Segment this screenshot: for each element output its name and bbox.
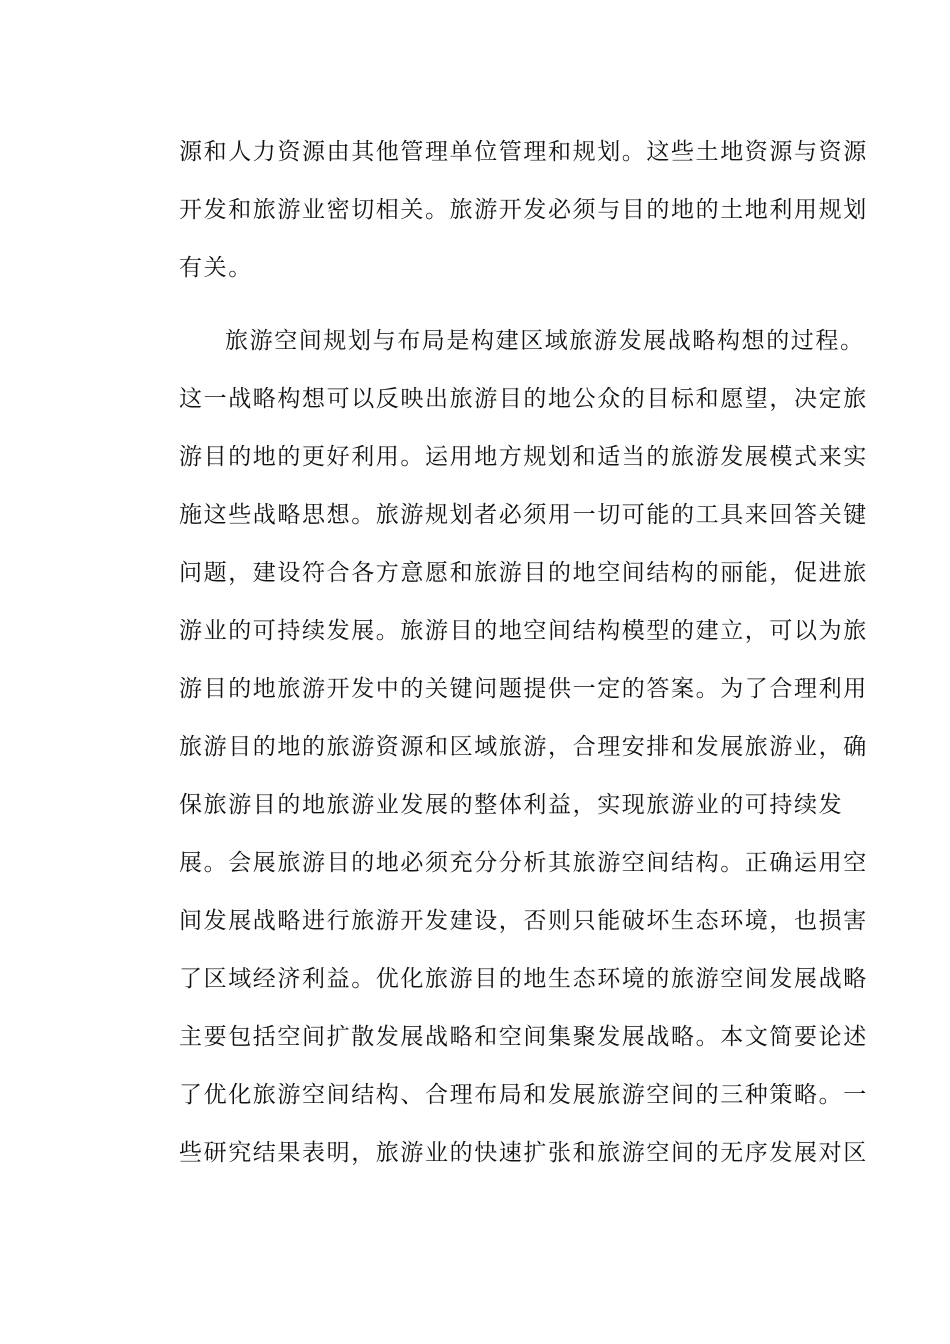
paragraph-line: 这一战略构想可以反映出旅游目的地公众的目标和愿望，决定旅 [179,386,868,412]
paragraph-line: 有关。 [179,255,253,281]
paragraph-line: 主要包括空间扩散发展战略和空间集聚发展战略。本文简要论述 [179,1024,868,1050]
paragraph-line: 间发展战略进行旅游开发建设，否则只能破坏生态环境，也损害 [179,908,868,934]
paragraph-line: 源和人力资源由其他管理单位管理和规划。这些土地资源与资源 [179,139,868,165]
paragraph-line: 游目的地旅游开发中的关键问题提供一定的答案。为了合理利用 [179,676,868,702]
paragraph-line: 游业的可持续发展。旅游目的地空间结构模型的建立，可以为旅 [179,618,868,644]
paragraph-line: 施这些战略思想。旅游规划者必须用一切可能的工具来回答关键 [179,502,868,528]
paragraph-line: 了优化旅游空间结构、合理布局和发展旅游空间的三种策略。一 [179,1082,868,1108]
paragraph-line: 问题，建设符合各方意愿和旅游目的地空间结构的丽能，促进旅 [179,560,868,586]
paragraph-line: 保旅游目的地旅游业发展的整体利益，实现旅游业的可持续发 [179,792,844,818]
paragraph-1 [179,133,868,307]
paragraph-line: 开发和旅游业密切相关。旅游开发必须与目的地的土地利用规划 [179,197,868,223]
paragraph-line: 展。会展旅游目的地必须充分分析其旅游空间结构。正确运用空 [179,850,868,876]
paragraph-line: 些研究结果表明，旅游业的快速扩张和旅游空间的无序发展对区 [179,1140,868,1166]
paragraph-line: 游目的地的更好利用。运用地方规划和适当的旅游发展模式来实 [179,444,868,470]
paragraph-line: 旅游目的地的旅游资源和区域旅游，合理安排和发展旅游业，确 [179,734,868,760]
paragraph-line: 了区域经济利益。优化旅游目的地生态环境的旅游空间发展战略 [179,966,868,992]
paragraph-line: 旅游空间规划与布局是构建区域旅游发展战略构想的过程。 [225,328,865,354]
paragraph-2 [179,322,868,1192]
